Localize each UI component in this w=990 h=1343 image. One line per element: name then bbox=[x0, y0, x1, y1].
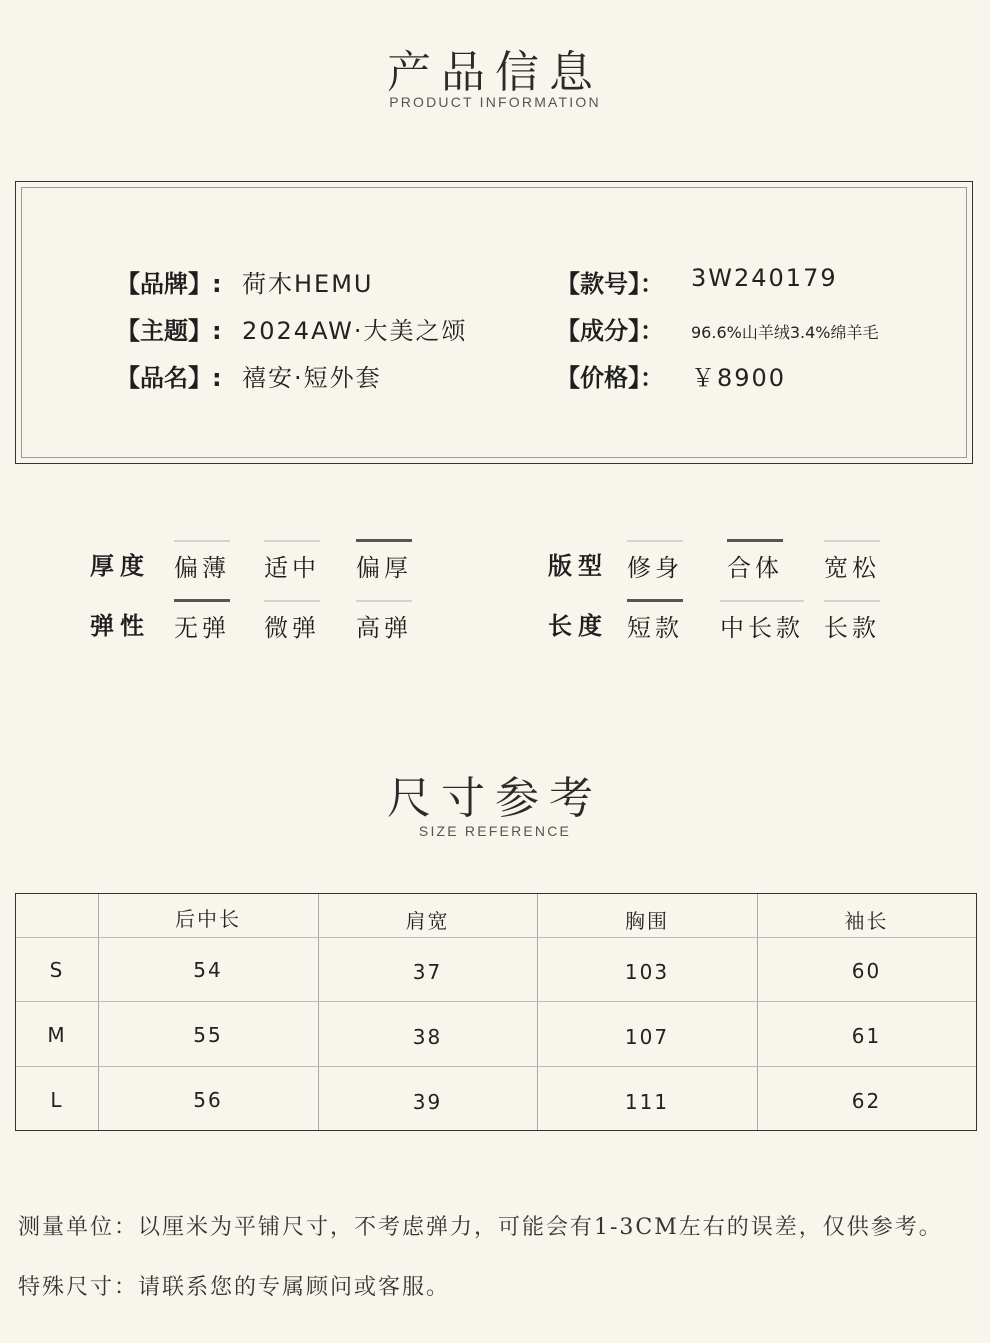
length-option-midi: 中长款 bbox=[720, 600, 804, 643]
table-cell: 37 bbox=[412, 960, 443, 984]
measurement-note: 测量单位：以厘米为平铺尺寸，不考虑弹力，可能会有1-3CM左右的误差，仅供参考。 bbox=[18, 1215, 943, 1240]
size-label-s: S bbox=[49, 958, 65, 982]
product-name-label: 【品名】: bbox=[116, 364, 222, 392]
special-size-note: 特殊尺寸：请联系您的专属顾问或客服。 bbox=[18, 1275, 451, 1300]
price-value: ￥8900 bbox=[691, 364, 787, 392]
thickness-option-thin: 偏薄 bbox=[174, 540, 230, 583]
thickness-label: 厚度 bbox=[90, 552, 150, 580]
table-cell: 62 bbox=[851, 1089, 882, 1113]
theme-value: 2024AW·大美之颂 bbox=[242, 317, 468, 345]
composition-value: 96.6%山羊绒3.4%绵羊毛 bbox=[691, 323, 879, 342]
elasticity-option-none: 无弹 bbox=[174, 599, 230, 643]
col-header-shoulder: 肩宽 bbox=[405, 909, 450, 933]
col-header-chest: 胸围 bbox=[625, 909, 669, 933]
length-option-long: 长款 bbox=[824, 600, 880, 643]
fit-option-regular: 合体 bbox=[727, 539, 783, 583]
size-reference-subtitle: SIZE REFERENCE bbox=[418, 823, 572, 839]
elasticity-label: 弹性 bbox=[90, 612, 150, 640]
table-cell: 56 bbox=[193, 1088, 223, 1112]
thickness-option-medium: 适中 bbox=[264, 540, 320, 583]
style-number-value: 3W240179 bbox=[691, 264, 838, 292]
brand-label: 【品牌】: bbox=[116, 270, 222, 298]
table-cell: 103 bbox=[624, 960, 670, 984]
product-info-subtitle: PRODUCT INFORMATION bbox=[389, 94, 601, 110]
fit-option-slim: 修身 bbox=[627, 540, 683, 583]
thickness-option-thick: 偏厚 bbox=[356, 539, 412, 583]
size-label-l: L bbox=[50, 1088, 64, 1112]
composition-label: 【成分】： bbox=[556, 317, 664, 345]
length-option-short: 短款 bbox=[627, 599, 683, 643]
table-cell: 38 bbox=[412, 1025, 443, 1049]
table-cell: 55 bbox=[193, 1023, 223, 1047]
product-name-value: 禧安·短外套 bbox=[242, 364, 382, 392]
col-header-sleeve: 袖长 bbox=[844, 909, 889, 933]
size-label-m: M bbox=[47, 1023, 67, 1047]
table-cell: 107 bbox=[624, 1025, 670, 1049]
product-info-title: 产品信息 bbox=[387, 47, 603, 98]
table-cell: 39 bbox=[412, 1090, 443, 1114]
fit-option-loose: 宽松 bbox=[824, 540, 880, 583]
elasticity-option-high: 高弹 bbox=[356, 600, 412, 643]
size-reference-title: 尺寸参考 bbox=[387, 773, 603, 824]
elasticity-option-slight: 微弹 bbox=[264, 600, 320, 643]
length-label: 长度 bbox=[548, 612, 608, 640]
table-cell: 60 bbox=[851, 959, 882, 983]
style-number-label: 【款号】： bbox=[556, 270, 664, 298]
table-cell: 111 bbox=[624, 1090, 670, 1114]
brand-value: 荷木HEMU bbox=[242, 270, 374, 298]
table-cell: 54 bbox=[193, 958, 223, 982]
col-header-back-length: 后中长 bbox=[175, 907, 241, 931]
size-table bbox=[15, 893, 977, 1131]
fit-label: 版型 bbox=[548, 552, 608, 580]
theme-label: 【主题】: bbox=[116, 317, 222, 345]
price-label: 【价格】： bbox=[556, 364, 664, 392]
table-cell: 61 bbox=[851, 1024, 882, 1048]
